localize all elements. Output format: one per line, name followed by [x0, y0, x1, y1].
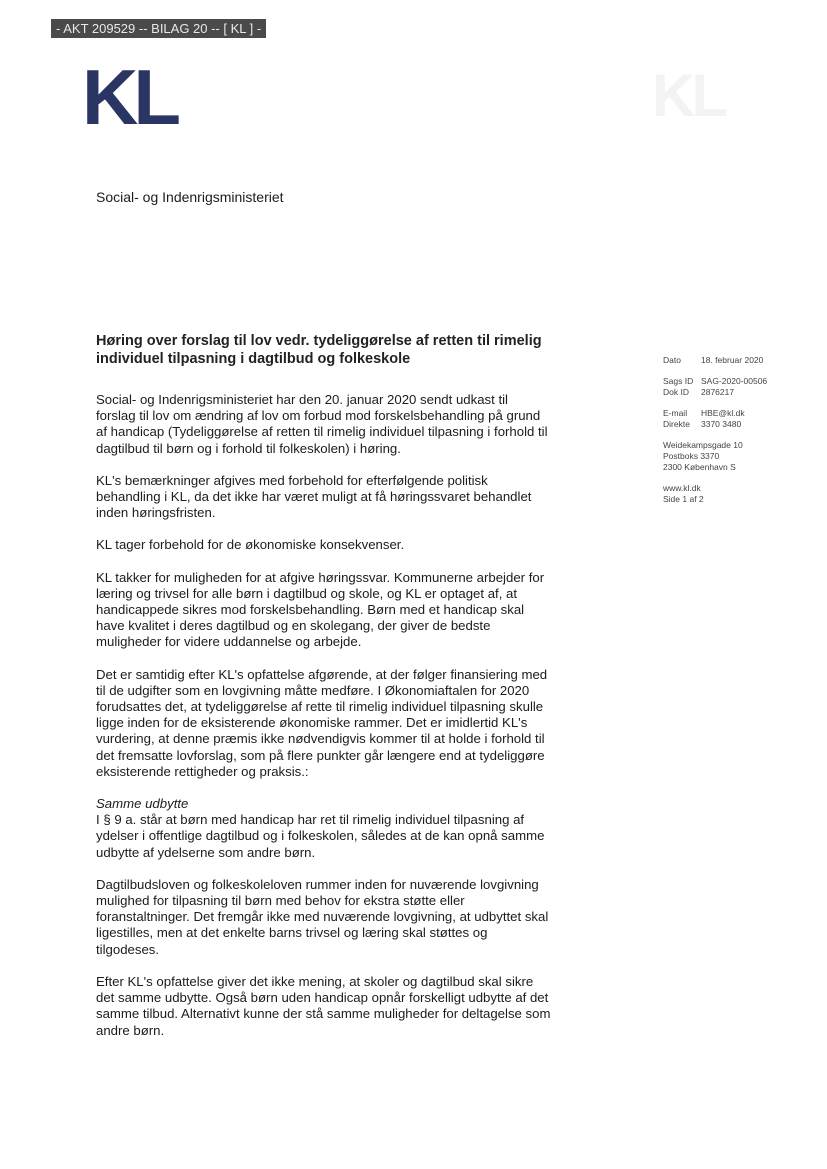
address-line-3: 2300 København S [663, 462, 736, 472]
date-label: Dato [663, 355, 681, 365]
email-label: E-mail [663, 408, 688, 418]
date-group [663, 355, 823, 366]
kl-logo: KL [82, 53, 176, 141]
email-row [663, 408, 823, 419]
dok-id-label: Dok ID [663, 387, 689, 397]
letter-body [96, 392, 551, 1055]
date-row [663, 355, 823, 366]
sags-id-label: Sags ID [663, 376, 694, 386]
sidebar-meta [663, 355, 823, 515]
letter-subject: Høring over forslag til lov vedr. tydeliggørelse af retten til rimelig individuel tilpasning i dagtilbud og folkeskole [96, 333, 542, 367]
direkte-label: Direkte [663, 419, 690, 429]
page-number: Side 1 af 2 [663, 494, 704, 504]
recipient: Social- og Indenrigsministeriet [96, 189, 284, 205]
paragraph-1: Social- og Indenrigsministeriet har den 20. januar 2020 sendt udkast til forslag til lov om ændring af lov om forbud mod forskelsbehandling på grund af handicap (Tydeliggørelse af retten til rimelig individuel tilpasning i forhold til dagtilbud til børn og i forhold til folkeskolen) i høring. [96, 392, 548, 456]
date-value: 18. februar 2020 [701, 355, 764, 365]
contact-group [663, 408, 823, 430]
paragraph-8: Efter KL's opfattelse giver det ikke mening, at skoler og dagtilbud skal sikre det samme udbytte. Også børn uden handicap opnår forskelligt udbytte af det samme tilbud. Alternativt kunne der stå samme muligheder for deltagelse som andre børn. [96, 973, 551, 1038]
paragraph-3: KL tager forbehold for de økonomiske konsekvenser. [96, 537, 405, 553]
direkte-row [663, 419, 823, 430]
paragraph-4: KL takker for muligheden for at afgive høringssvar. Kommunerne arbejder for læring og trivsel for alle børn i dagtilbud og skole, og KL er optaget af, at handicappede sikres mod forskelsbehandling. Børn med et handicap skal have kvalitet i deres dagtilbud og en skolegang, der giver de bedste muligheder for videre uddannelse og arbejde. [96, 569, 545, 650]
ghost-logo: KL [652, 62, 724, 129]
sags-id-row [663, 376, 823, 387]
web-group [663, 483, 823, 505]
archive-stamp: - AKT 209529 -- BILAG 20 -- [ KL ] - [51, 19, 266, 38]
email-value: HBE@kl.dk [701, 408, 745, 418]
ids-group [663, 376, 823, 398]
address-group [663, 440, 823, 473]
section-heading: Samme udbytte [96, 796, 189, 812]
dok-id-value: 2876217 [701, 387, 735, 397]
paragraph-6: I § 9 a. står at børn med handicap har ret til rimelig individuel tilpasning af ydelser i offentlige dagtilbud og i folkeskolen, således at de kan opnå samme udbytte af ydelserne som andre børn. [96, 812, 545, 860]
sags-id-value: SAG-2020-00506 [701, 376, 768, 386]
paragraph-2: KL's bemærkninger afgives med forbehold for efterfølgende politisk behandling i KL, da det ikke har været muligt at få høringssvaret behandlet inden høringsfristen. [96, 472, 532, 521]
website: www.kl.dk [663, 483, 701, 493]
paragraph-7: Dagtilbudsloven og folkeskoleloven rummer inden for nuværende lovgivning mulighed for tilpasning til børn med behov for ekstra støtte eller foranstaltninger. Det fremgår ikke med nuværende lovgivning, at udbyttet skal ligestilles, men at det enkelte barns trivsel og læring skal støttes og tilgodeses. [96, 876, 549, 957]
address-line-2: Postboks 3370 [663, 451, 720, 461]
direkte-value: 3370 3480 [701, 419, 742, 429]
address-line-1: Weidekampsgade 10 [663, 440, 743, 450]
paragraph-5: Det er samtidig efter KL's opfattelse afgørende, at der følger finansiering med til de udgifter som en lovgivning måtte medføre. I Økonomiaftalen for 2020 forudsattes det, at tydeliggørelse af rette til rimelig individuel tilpasning skulle ligge inden for de eksisterende økonomiske rammer. Det er imidlertid KL's vurdering, at denne præmis ikke nødvendigvis kommer til at holde i forhold til det fremsatte lovforslag, som på flere punkter går længere end at tydeliggøre eksisterende rettigheder og praksis.: [96, 666, 548, 779]
dok-id-row [663, 387, 823, 398]
